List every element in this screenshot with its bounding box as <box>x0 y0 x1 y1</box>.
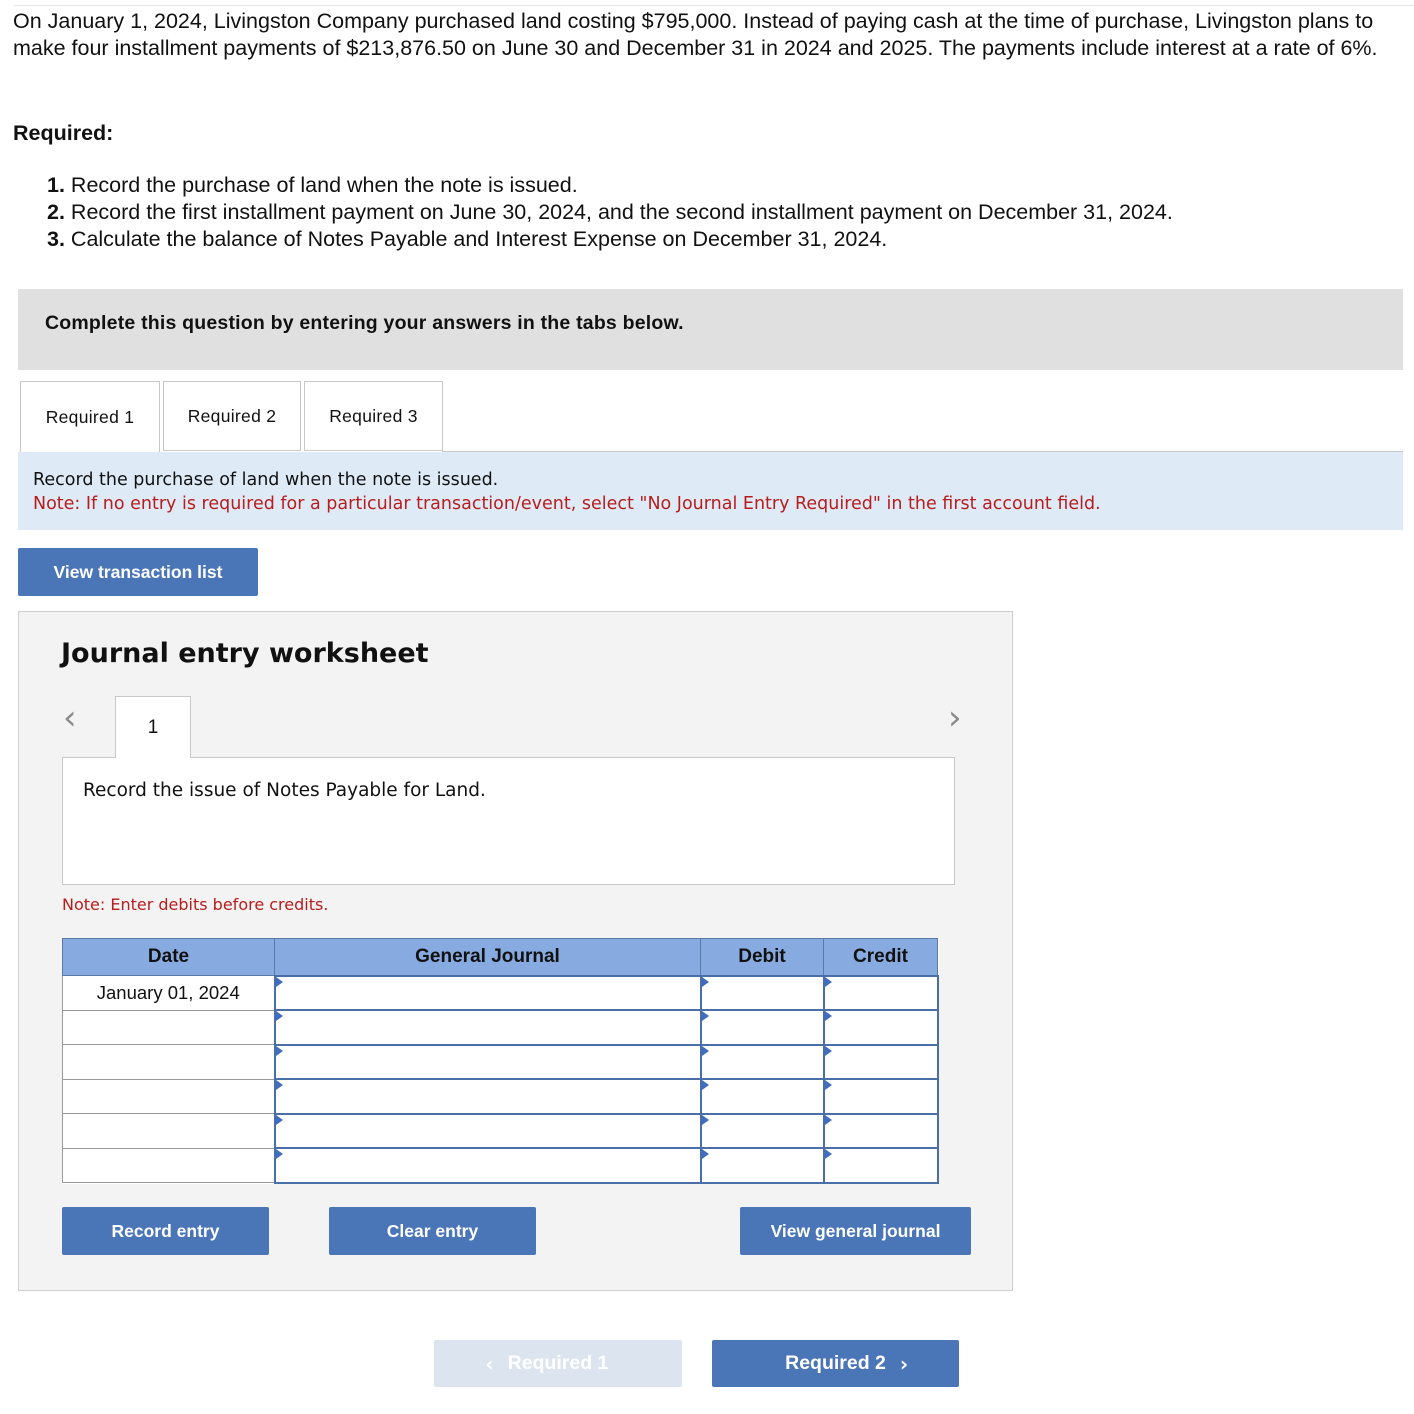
problem-intro: On January 1, 2024, Livingston Company purchased land costing $795,000. Instead of paying cash at the time of purchase, Livingston plans to make four installment payments of $213,876.50 on June 30 and December 31 in 2024 and 2025. The payments include interest at a rate of 6%. <box>13 9 1378 60</box>
debit-input[interactable] <box>702 1046 823 1079</box>
entry-tab-1[interactable]: 1 <box>115 696 191 758</box>
tab-required-1[interactable]: Required 1 <box>20 381 160 452</box>
debit-cell <box>701 1148 824 1183</box>
date-cell <box>63 1114 275 1149</box>
date-cell <box>63 1010 275 1045</box>
debit-cell <box>701 1010 824 1045</box>
debit-input[interactable] <box>702 1149 823 1182</box>
view-transaction-list-button[interactable]: View transaction list <box>18 548 258 596</box>
account-cell <box>275 1148 701 1183</box>
requirement-text: Record the purchase of land when the note is issued. <box>70 173 578 197</box>
requirement-item <box>47 199 1173 226</box>
prev-required-button[interactable] <box>434 1340 682 1387</box>
instruction-bar <box>18 289 1403 370</box>
table-row <box>63 976 938 1011</box>
account-input[interactable] <box>276 1011 700 1044</box>
date-cell <box>63 1148 275 1183</box>
required-heading: Required: <box>13 121 114 145</box>
chevron-right-icon: › <box>899 1351 909 1376</box>
next-required-button[interactable] <box>712 1340 959 1387</box>
debit-cell <box>701 1079 824 1114</box>
general-journal-header: General Journal <box>275 939 701 976</box>
account-cell <box>275 1010 701 1045</box>
record-entry-button[interactable]: Record entry <box>62 1207 269 1255</box>
instruction-note-box <box>18 452 1403 530</box>
debit-input[interactable] <box>702 1011 823 1044</box>
table-row <box>63 1114 938 1149</box>
table-row <box>63 1045 938 1080</box>
debits-note: Note: Enter debits before credits. <box>62 895 329 914</box>
credit-input[interactable] <box>825 1080 937 1113</box>
account-input[interactable] <box>276 1046 700 1079</box>
instruction-line: Record the purchase of land when the note is issued. <box>33 470 499 490</box>
requirement-text: Record the first installment payment on June 30, 2024, and the second installment payment on December 31, 2024. <box>70 200 1173 224</box>
view-general-journal-button[interactable]: View general journal <box>740 1207 971 1255</box>
table-row <box>63 1148 938 1183</box>
credit-cell <box>824 1079 938 1114</box>
credit-cell <box>824 976 938 1011</box>
chevron-left-icon[interactable]: ‹ <box>63 698 77 738</box>
credit-cell <box>824 1114 938 1149</box>
requirement-item <box>47 172 1173 199</box>
credit-input[interactable] <box>825 1149 937 1182</box>
credit-input[interactable] <box>825 1011 937 1044</box>
date-cell <box>63 1079 275 1114</box>
credit-cell <box>824 1148 938 1183</box>
debit-cell <box>701 976 824 1011</box>
credit-input[interactable] <box>825 1115 937 1148</box>
account-cell <box>275 1114 701 1149</box>
credit-header: Credit <box>824 939 938 976</box>
credit-input[interactable] <box>825 1046 937 1079</box>
account-cell <box>275 976 701 1011</box>
requirement-text: Calculate the balance of Notes Payable and Interest Expense on December 31, 2024. <box>70 227 888 251</box>
chevron-right-icon[interactable]: › <box>948 698 962 738</box>
journal-table <box>62 938 939 1184</box>
table-row <box>63 1079 938 1114</box>
journal-entry-worksheet <box>18 611 1013 1291</box>
tab-required-3[interactable]: Required 3 <box>304 381 443 451</box>
debit-input[interactable] <box>702 1080 823 1113</box>
requirement-number: 3. <box>47 227 65 251</box>
date-cell <box>63 1045 275 1080</box>
account-cell <box>275 1045 701 1080</box>
table-row <box>63 1010 938 1045</box>
clear-entry-button[interactable]: Clear entry <box>329 1207 536 1255</box>
entry-description <box>62 757 955 885</box>
requirement-number: 1. <box>47 173 65 197</box>
account-cell <box>275 1079 701 1114</box>
debit-input[interactable] <box>702 977 823 1010</box>
date-cell: January 01, 2024 <box>63 976 275 1011</box>
credit-cell <box>824 1010 938 1045</box>
credit-input[interactable] <box>825 977 937 1010</box>
account-input[interactable] <box>276 1115 700 1148</box>
date-header: Date <box>63 939 275 976</box>
journal-header-row <box>63 939 938 976</box>
instruction-text: Complete this question by entering your answers in the tabs below. <box>45 312 684 334</box>
tab-required-2[interactable]: Required 2 <box>163 381 301 451</box>
chevron-left-icon: ‹ <box>485 1351 494 1376</box>
account-input[interactable] <box>276 1080 700 1113</box>
debit-cell <box>701 1045 824 1080</box>
prev-required-label: Required 1 <box>507 1352 609 1374</box>
requirements-list <box>47 172 1173 253</box>
credit-cell <box>824 1045 938 1080</box>
next-required-label: Required 2 <box>785 1352 886 1374</box>
account-input[interactable] <box>276 977 700 1010</box>
debit-header: Debit <box>701 939 824 976</box>
top-divider <box>14 5 1414 6</box>
worksheet-title: Journal entry worksheet <box>61 638 429 669</box>
requirement-number: 2. <box>47 200 65 224</box>
entry-description-text: Record the issue of Notes Payable for Land. <box>83 780 486 801</box>
requirement-item <box>47 226 1173 253</box>
account-input[interactable] <box>276 1149 700 1182</box>
debit-input[interactable] <box>702 1115 823 1148</box>
instruction-warning: Note: If no entry is required for a particular transaction/event, select "No Journal Entry Required" in the first account field. <box>33 494 1101 514</box>
debit-cell <box>701 1114 824 1149</box>
